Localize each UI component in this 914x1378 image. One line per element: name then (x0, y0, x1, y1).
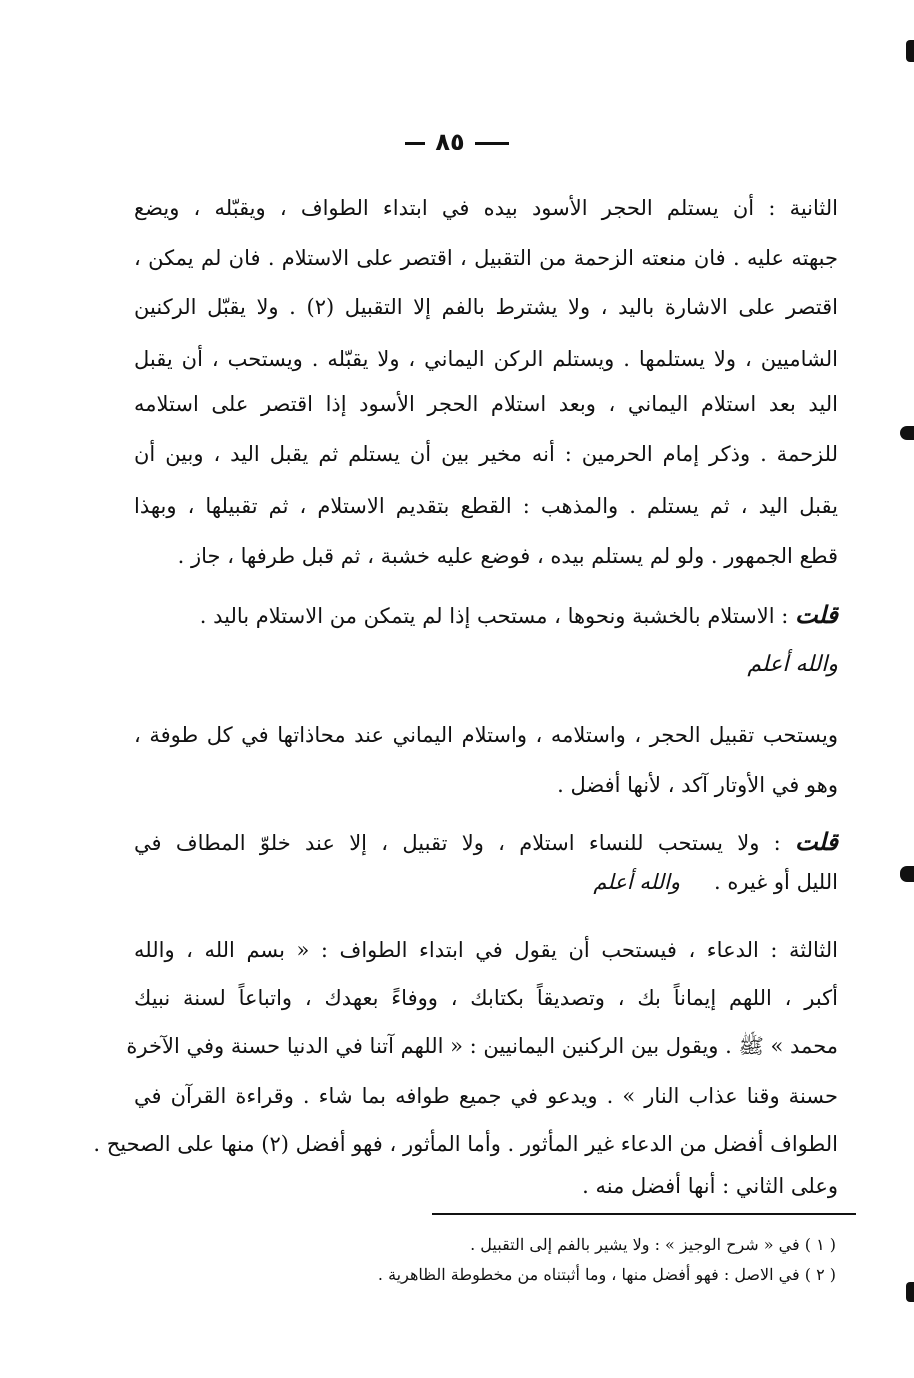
paragraph-3-line-5: الطواف أفضل من الدعاء غير المأثور . وأما المأثور ، فهو أفضل (٢) منها على الصحيح . (93, 1132, 838, 1156)
page-number: ٨٥ (435, 128, 465, 156)
paragraph-1-line-4: الشاميين ، ولا يستلمها . ويستلم الركن اليماني ، ولا يقبّله . ويستحب ، أن يقبل (134, 347, 838, 371)
note-1-text: : الاستلام بالخشبة ونحوها ، مستحب إذا لم يتمكن من الاستلام باليد . (199, 604, 796, 628)
paragraph-2-line-2: وهو في الأوتار آكد ، لأنها أفضل . (557, 773, 838, 797)
paragraph-1-line-5: اليد بعد استلام اليماني ، وبعد استلام الحجر الأسود إذا اقتصر على استلامه (134, 392, 838, 416)
note-2-line-2 (134, 862, 838, 902)
note-2-line-1 (134, 822, 838, 862)
paragraph-3-line-6: وعلى الثاني : أنها أفضل منه . (582, 1174, 838, 1198)
footnote-divider (432, 1213, 856, 1215)
note-1-closing: والله أعلم (747, 652, 838, 677)
scan-margin-mark-bottom (906, 1282, 914, 1302)
note-2-text: : ولا يستحب للنساء استلام ، ولا تقبيل ، إلا عند خلوّ المطاف في (134, 831, 796, 855)
paragraph-1-line-2: جبهته عليه . فان منعته الزحمة من التقبيل ، اقتصر على الاستلام . فان لم يمكن ، (134, 246, 838, 270)
paragraph-1-line-3: اقتصر على الاشارة باليد ، ولا يشترط بالفم إلا التقبيل (٢) . ولا يقبّل الركنين (134, 295, 839, 319)
scan-margin-mark-lower (900, 866, 914, 882)
note-2-line-2-text: الليل أو غيره . (713, 870, 838, 894)
header-dash-right (475, 142, 509, 145)
paragraph-2-line-1: ويستحب تقبيل الحجر ، واستلامه ، واستلام اليماني عند محاذاتها في كل طوفة ، (134, 723, 838, 747)
footnote-2: ( ٢ ) في الاصل : فهو أفضل منها ، وما أثبتناه من مخطوطة الظاهرية . (377, 1265, 836, 1284)
paragraph-3-line-1: الثالثة : الدعاء ، فيستحب أن يقول في ابتداء الطواف : « بسم الله ، والله (134, 938, 838, 962)
note-1-keyword: قلت (795, 600, 838, 629)
note-1-line (134, 595, 838, 635)
footnote-1: ( ١ ) في « شرح الوجيز » : ولا يشير بالفم إلى التقبيل . (470, 1235, 836, 1254)
note-2-keyword: قلت (795, 827, 838, 856)
paragraph-1-line-7: يقبل اليد ، ثم يستلم . والمذهب : القطع بتقديم الاستلام ، ثم تقبيلها ، وبهذا (134, 494, 838, 518)
scan-margin-mark-middle (900, 426, 914, 440)
paragraph-3-line-4: حسنة وقنا عذاب النار » . ويدعو في جميع طوافه بما شاء . وقراءة القرآن في (134, 1084, 838, 1108)
paragraph-3-line-2: أكبر ، اللهم إيماناً بك ، وتصديقاً بكتابك ، ووفاءً بعهدك ، واتباعاً لسنة نبيك (134, 986, 838, 1010)
paragraph-1-line-8: قطع الجمهور . ولو لم يستلم بيده ، فوضع عليه خشبة ، ثم قبل طرفها ، جاز . (177, 544, 838, 568)
header-dash-left (405, 142, 425, 145)
scan-margin-mark-top (906, 40, 914, 62)
paragraph-3-line-3: محمد » ﷺ . ويقول بين الركنين اليمانيين : « اللهم آتنا في الدنيا حسنة وفي الآخرة (126, 1034, 838, 1058)
note-2-closing: والله أعلم (593, 870, 680, 894)
page-number-header (0, 128, 914, 156)
paragraph-1-line-1: الثانية : أن يستلم الحجر الأسود بيده في ابتداء الطواف ، ويقبّله ، ويضع (134, 196, 838, 220)
paragraph-1-line-6: للزحمة . وذكر إمام الحرمين : أنه مخير بين أن يستلم ثم يقبل اليد ، وبين أن (134, 442, 838, 466)
